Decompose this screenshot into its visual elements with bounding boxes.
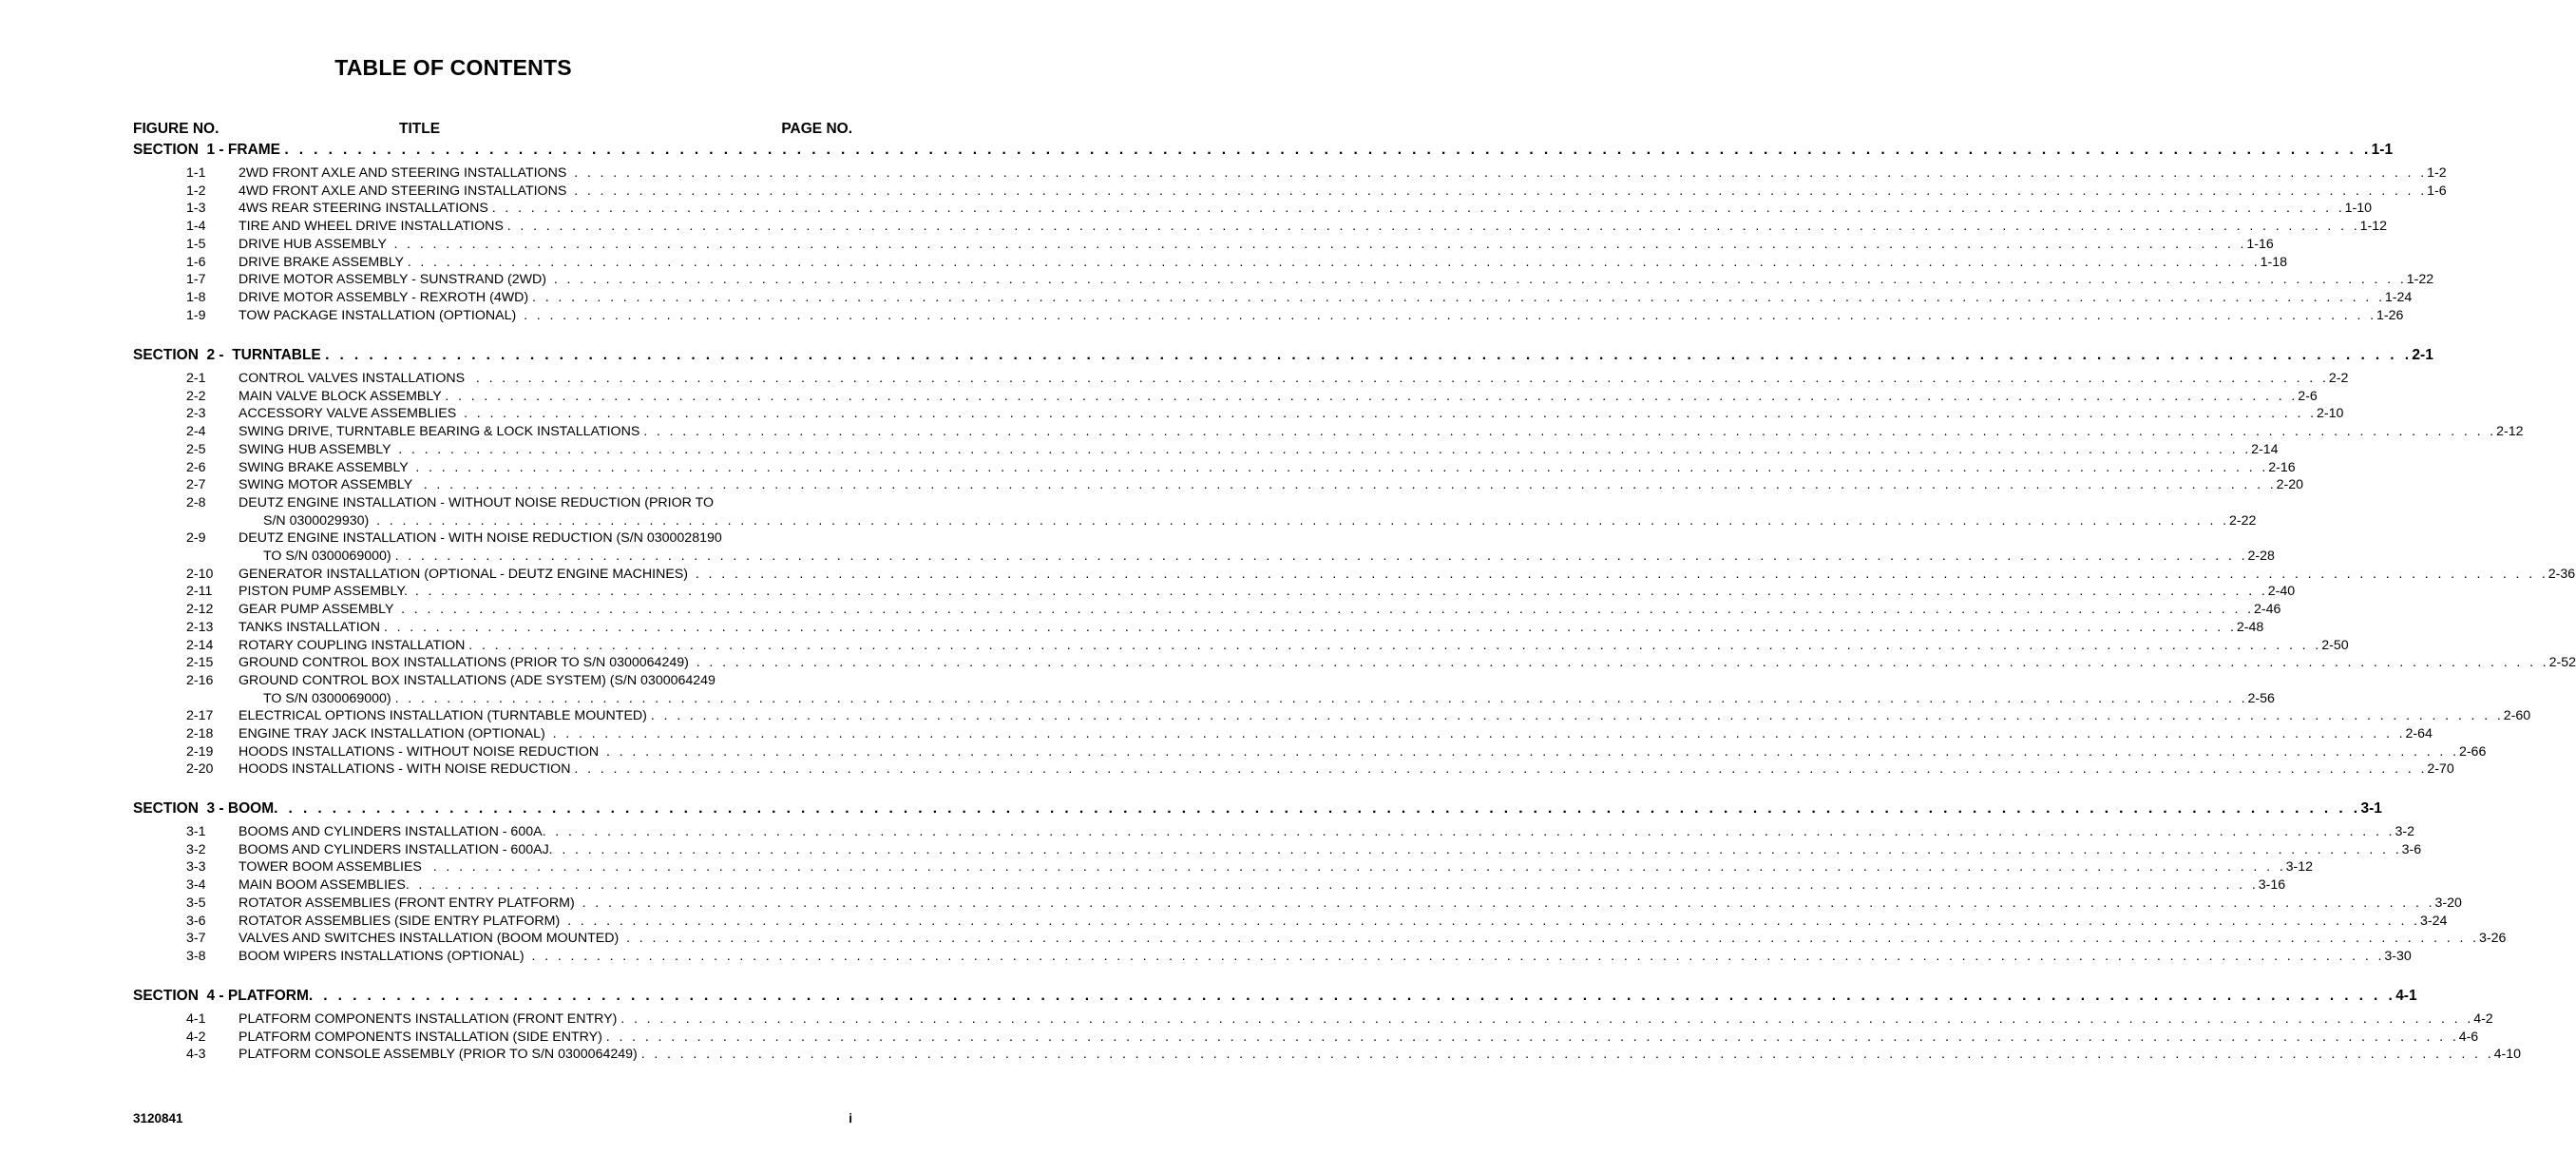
toc-entry: [133, 601, 2281, 619]
toc-entry: [133, 200, 2373, 218]
section-entries: [133, 823, 2507, 966]
figure-number: 1-9: [186, 307, 206, 323]
figure-number: 4-3: [186, 1047, 206, 1063]
entry-line: [263, 690, 2275, 708]
dot-leader: . . . . . . . . . . . . . . . . . . . . . . . . . . . . . . . . . . . . . . . . . . . . . . . . . . . . . . . . . . . . . . . . . . . . . . . . . . . . . . . . . . . . . . . . . . . . . . . . . . . . . . . . . . . . . . . . . . . . . . . . . . . . . . . . . . . . . . . . . . . . . . .: [524, 307, 2376, 323]
entry-line: [239, 423, 2524, 441]
entry-page-number: 2-6: [2298, 388, 2318, 404]
entry-line: [239, 200, 2373, 218]
figure-number: 4-1: [186, 1011, 206, 1027]
entry-line: [239, 654, 2576, 672]
entry-page-number: 2-64: [2405, 726, 2433, 742]
dot-leader: . . . . . . . . . . . . . . . . . . . . . . . . . . . . . . . . . . . . . . . . . . . . . . . . . . . . . . . . . . . . . . . . . . . . . . . . . . . . . . . . . . . . . . . . . . . . . . . . . . . . . . . . . . . . . . . . . . . . . . . . . . . . . . . . . . . . . . . . . . . . . . .: [640, 1047, 2494, 1063]
dot-leader: . . . . . . . . . . . . . . . . . . . . . . . . . . . . . . . . . . . . . . . . . . . . . . . . . . . . . . . . . . . . . . . . . . . . . . . . . . . . . . . . . . . . . . . . . . . . . . . . . . . . . . . . . . . . . . . . . . . . . . . . . . . . . . . . . . . . . . . . . . . . . . .: [626, 931, 2479, 947]
entry-page-number: 2-40: [2267, 584, 2296, 600]
entry-page-number: 1-16: [2246, 236, 2274, 252]
entry-title: ELECTRICAL OPTIONS INSTALLATION (TURNTABLE MOUNTED): [239, 708, 651, 724]
figure-no-header: FIGURE NO.: [133, 121, 219, 137]
entry-page-number: 3-30: [2384, 948, 2412, 964]
entry-title: DEUTZ ENGINE INSTALLATION - WITHOUT NOISE REDUCTION (PRIOR TO: [239, 494, 715, 510]
dot-leader: . . . . . . . . . . . . . . . . . . . . . . . . . . . . . . . . . . . . . . . . . . . . . . . . . . . . . . . . . . . . . . . . . . . . . . . . . . . . . . . . . . . . . . . . . . . . . . . . . . . . . . . . . . . . . . . . . . . . . . . . . . . . . . . . . . . . . . . . . . . . . . .: [394, 690, 2248, 706]
entry-line: [239, 271, 2434, 289]
section-title: SECTION 1 - FRAME: [133, 142, 285, 158]
dot-leader: . . . . . . . . . . . . . . . . . . . . . . . . . . . . . . . . . . . . . . . . . . . . . . . . . . . . . . . . . . . . . . . . . . . . . . . . . . . . . . . . . . . . . . . . . . . . . . . . . . . . . . . . . . . . . . . . . . . . . . . . . . . . . . . . . . . . . . . . . . . . . . .: [284, 142, 2372, 158]
dot-leader: . . . . . . . . . . . . . . . . . . . . . . . . . . . . . . . . . . . . . . . . . . . . . . . . . . . . . . . . . . . . . . . . . . . . . . . . . . . . . . . . . . . . . . . . . . . . . . . . . . . . . . . . . . . . . . . . . . . . . . . . . . . . . . . . . . . . . . . . . . . . . . .: [574, 183, 2428, 199]
section-entries: [133, 1010, 2521, 1064]
figure-number: 1-3: [186, 201, 206, 217]
toc-entry: [133, 1010, 2493, 1029]
toc-entry: [133, 183, 2447, 201]
page-title: TABLE OF CONTENTS: [334, 55, 572, 80]
document-number: 3120841: [133, 1111, 183, 1126]
figure-number: 2-16: [186, 672, 214, 688]
dot-leader: . . . . . . . . . . . . . . . . . . . . . . . . . . . . . . . . . . . . . . . . . . . . . . . . . . . . . . . . . . . . . . . . . . . . . . . . . . . . . . . . . . . . . . . . . . . . . . . . . . . . . . . . . . . . . . . . . . . . . . . . . . . . . . . . . . . . . . . . . . . . . . .: [432, 859, 2286, 876]
dot-leader: . . . . . . . . . . . . . . . . . . . . . . . . . . . . . . . . . . . . . . . . . . . . . . . . . . . . . . . . . . . . . . . . . . . . . . . . . . . . . . . . . . . . . . . . . . . . . . . . . . . . . . . . . . . . . . . . . . . . . . . . . . . . . . . . . . . . . . . . . . . . . . .: [531, 948, 2385, 964]
entry-line: [239, 370, 2349, 388]
entry-page-number: 2-20: [2276, 477, 2304, 493]
section-entries: [133, 164, 2447, 324]
entry-page-number: 1-10: [2344, 201, 2373, 217]
entry-page-number: 1-2: [2427, 165, 2447, 181]
dot-leader: . . . . . . . . . . . . . . . . . . . . . . . . . . . . . . . . . . . . . . . . . . . . . . . . . . . . . . . . . . . . . . . . . . . . . . . . . . . . . . . . . . . . . . . . . . . . . . . . . . . . . . . . . . . . . . . . . . . . . . . . . . . . . . . . . . . . . . . . . . . . . . .: [415, 459, 2269, 475]
entry-page-number: 4-10: [2493, 1047, 2521, 1063]
entry-title: TANKS INSTALLATION: [239, 619, 384, 635]
toc-entry: [133, 388, 2318, 406]
toc-section: [133, 141, 2447, 324]
entry-line: [239, 743, 2487, 761]
figure-number: 2-12: [186, 602, 214, 618]
dot-leader: . . . . . . . . . . . . . . . . . . . . . . . . . . . . . . . . . . . . . . . . . . . . . . . . . . . . . . . . . . . . . . . . . . . . . . . . . . . . . . . . . . . . . . . . . . . . . . . . . . . . . . . . . . . . . . . . . . . . . . . . . . . . . . . . . . . . . . . . . . . . . . .: [491, 201, 2345, 217]
entry-title: 2WD FRONT AXLE AND STEERING INSTALLATIONS: [239, 165, 575, 181]
entry-line: [239, 858, 2314, 876]
toc-entry: [133, 654, 2576, 672]
figure-number: 3-2: [186, 841, 206, 857]
title-header: TITLE: [399, 121, 441, 137]
dot-leader: . . . . . . . . . . . . . . . . . . . . . . . . . . . . . . . . . . . . . . . . . . . . . . . . . . . . . . . . . . . . . . . . . . . . . . . . . . . . . . . . . . . . . . . . . . . . . . . . . . . . . . . . . . . . . . . . . . . . . . . . . . . . . . . . . . . . . . . . . . . . . . .: [548, 841, 2402, 857]
entry-title-continued: TO S/N 0300069000): [263, 690, 395, 706]
toc-entry: [133, 743, 2487, 761]
entry-line: [239, 566, 2576, 584]
entry-line: [239, 637, 2349, 655]
figure-number: 3-6: [186, 913, 206, 929]
figure-number: 2-5: [186, 441, 206, 457]
figure-number: 2-18: [186, 726, 214, 742]
entry-line: [239, 289, 2413, 307]
figure-number: 1-1: [186, 165, 206, 181]
figure-number: 2-7: [186, 477, 206, 493]
entry-page-number: 2-10: [2317, 406, 2344, 422]
entry-page-number: 2-46: [2254, 602, 2281, 618]
section-heading: [133, 141, 2394, 160]
toc-entry: [133, 823, 2414, 841]
entry-title: ROTATOR ASSEMBLIES (FRONT ENTRY PLATFORM): [239, 895, 582, 911]
entry-line: [239, 601, 2281, 619]
entry-page-number: 2-56: [2247, 690, 2275, 706]
column-headers: [133, 121, 852, 140]
entry-line: [263, 512, 2257, 530]
figure-number: 2-14: [186, 637, 214, 653]
toc-entry: [133, 529, 2275, 565]
section-heading: [133, 799, 2382, 818]
entry-title: PLATFORM CONSOLE ASSEMBLY (PRIOR TO S/N 0300064249): [239, 1047, 641, 1063]
figure-number: 3-3: [186, 859, 206, 876]
toc-entry: [133, 164, 2447, 183]
entry-page-number: 2-28: [2247, 549, 2275, 565]
figure-number: 4-2: [186, 1029, 206, 1045]
entry-line: [239, 619, 2264, 637]
figure-number: 1-4: [186, 219, 206, 235]
toc-entry: [133, 289, 2413, 307]
entry-title: SWING BRAKE ASSEMBLY: [239, 459, 416, 475]
dot-leader: . . . . . . . . . . . . . . . . . . . . . . . . . . . . . . . . . . . . . . . . . . . . . . . . . . . . . . . . . . . . . . . . . . . . . . . . . . . . . . . . . . . . . . . . . . . . . . . . . . . . . . . . . . . . . . . . . . . . . . . . . . . . . . . . . . . . . . . . . . . . . . .: [274, 800, 2361, 817]
figure-number: 2-2: [186, 388, 206, 404]
entry-title: TOW PACKAGE INSTALLATION (OPTIONAL): [239, 307, 525, 323]
toc-entry: [133, 218, 2388, 236]
entry-line: [239, 760, 2454, 779]
entry-page-number: 3-26: [2478, 931, 2507, 947]
dot-leader: . . . . . . . . . . . . . . . . . . . . . . . . . . . . . . . . . . . . . . . . . . . . . . . . . . . . . . . . . . . . . . . . . . . . . . . . . . . . . . . . . . . . . . . . . . . . . . . . . . . . . . . . . . . . . . . . . . . . . . . . . . . . . . . . . . . . . . . . . . . . . . .: [643, 424, 2497, 440]
entry-page-number: 2-66: [2458, 743, 2487, 760]
entry-page-number: 1-24: [2384, 289, 2413, 305]
entry-page-number: 3-24: [2420, 913, 2448, 929]
entry-title: MAIN VALVE BLOCK ASSEMBLY: [239, 388, 446, 404]
dot-leader: . . . . . . . . . . . . . . . . . . . . . . . . . . . . . . . . . . . . . . . . . . . . . . . . . . . . . . . . . . . . . . . . . . . . . . . . . . . . . . . . . . . . . . . . . . . . . . . . . . . . . . . . . . . . . . . . . . . . . . . . . . . . . . . . . . . . . . . . . . . . . . .: [542, 824, 2395, 839]
entry-title: ACCESSORY VALVE ASSEMBLIES: [239, 406, 465, 422]
toc-section: [133, 987, 2521, 1064]
toc-entry: [133, 725, 2433, 743]
entry-title: VALVES AND SWITCHES INSTALLATION (BOOM MOUNTED): [239, 931, 627, 947]
entry-line: [239, 405, 2344, 423]
toc-entry: [133, 760, 2454, 779]
dot-leader: . . . . . . . . . . . . . . . . . . . . . . . . . . . . . . . . . . . . . . . . . . . . . . . . . . . . . . . . . . . . . . . . . . . . . . . . . . . . . . . . . . . . . . . . . . . . . . . . . . . . . . . . . . . . . . . . . . . . . . . . . . . . . . . . . . . . . . . . . . . . . . .: [605, 1029, 2459, 1045]
entry-line: [239, 388, 2318, 406]
entry-title: 4WD FRONT AXLE AND STEERING INSTALLATIONS: [239, 183, 575, 199]
entry-line: [239, 583, 2296, 601]
entry-page-number: 3-20: [2434, 895, 2462, 911]
figure-number: 1-8: [186, 289, 206, 305]
toc-entry: [133, 236, 2274, 254]
entry-title: PLATFORM COMPONENTS INSTALLATION (FRONT ENTRY): [239, 1011, 621, 1027]
toc-entry: [133, 423, 2524, 441]
entry-title: SWING MOTOR ASSEMBLY: [239, 477, 424, 493]
dot-leader: . . . . . . . . . . . . . . . . . . . . . . . . . . . . . . . . . . . . . . . . . . . . . . . . . . . . . . . . . . . . . . . . . . . . . . . . . . . . . . . . . . . . . . . . . . . . . . . . . . . . . . . . . . . . . . . . . . . . . . . . . . . . . . . . . . . . . . . . . . . . . . .: [394, 549, 2248, 565]
entry-title: BOOMS AND CYLINDERS INSTALLATION - 600A: [239, 824, 543, 839]
dot-leader: . . . . . . . . . . . . . . . . . . . . . . . . . . . . . . . . . . . . . . . . . . . . . . . . . . . . . . . . . . . . . . . . . . . . . . . . . . . . . . . . . . . . . . . . . . . . . . . . . . . . . . . . . . . . . . . . . . . . . . . . . . . . . . . . . . . . . . . . . . . . . . .: [650, 708, 2504, 724]
entry-title: MAIN BOOM ASSEMBLIES: [239, 877, 406, 894]
entry-title: DRIVE MOTOR ASSEMBLY - SUNSTRAND (2WD): [239, 272, 554, 288]
figure-number: 2-8: [186, 494, 206, 510]
dot-leader: . . . . . . . . . . . . . . . . . . . . . . . . . . . . . . . . . . . . . . . . . . . . . . . . . . . . . . . . . . . . . . . . . . . . . . . . . . . . . . . . . . . . . . . . . . . . . . . . . . . . . . . . . . . . . . . . . . . . . . . . . . . . . . . . . . . . . . . . . . . . . . .: [414, 584, 2268, 600]
section-title: SECTION 3 - BOOM: [133, 800, 275, 817]
entry-title: SWING DRIVE, TURNTABLE BEARING & LOCK INSTALLATIONS: [239, 424, 644, 440]
toc-entry: [133, 1046, 2521, 1064]
figure-number: 3-5: [186, 895, 206, 911]
figure-number: 2-15: [186, 655, 214, 671]
entry-title: DEUTZ ENGINE INSTALLATION - WITH NOISE REDUCTION (S/N 0300028190: [239, 530, 722, 547]
figure-number: 2-3: [186, 406, 206, 422]
section-page-number: 3-1: [2360, 800, 2382, 817]
dot-leader: . . . . . . . . . . . . . . . . . . . . . . . . . . . . . . . . . . . . . . . . . . . . . . . . . . . . . . . . . . . . . . . . . . . . . . . . . . . . . . . . . . . . . . . . . . . . . . . . . . . . . . . . . . . . . . . . . . . . . . . . . . . . . . . . . . . . . . . . . . . . . . .: [506, 219, 2360, 235]
entry-page-number: 4-6: [2458, 1029, 2479, 1045]
entry-title: PLATFORM COMPONENTS INSTALLATION (SIDE ENTRY): [239, 1029, 606, 1045]
entry-title: ROTARY COUPLING INSTALLATION: [239, 637, 469, 653]
toc-entry: [133, 271, 2434, 289]
toc-entry: [133, 948, 2412, 966]
dot-leader: . . . . . . . . . . . . . . . . . . . . . . . . . . . . . . . . . . . . . . . . . . . . . . . . . . . . . . . . . . . . . . . . . . . . . . . . . . . . . . . . . . . . . . . . . . . . . . . . . . . . . . . . . . . . . . . . . . . . . . . . . . . . . . . . . . . . . . . . . . . . . . .: [376, 512, 2230, 529]
entry-line: [239, 1010, 2493, 1029]
toc-entry: [133, 637, 2349, 655]
toc-entry: [133, 459, 2296, 477]
toc-entry: [133, 583, 2296, 601]
toc-entry: [133, 841, 2422, 859]
figure-number: 2-13: [186, 619, 214, 635]
dot-leader: . . . . . . . . . . . . . . . . . . . . . . . . . . . . . . . . . . . . . . . . . . . . . . . . . . . . . . . . . . . . . . . . . . . . . . . . . . . . . . . . . . . . . . . . . . . . . . . . . . . . . . . . . . . . . . . . . . . . . . . . . . . . . . . . . . . . . . . . . . . . . . .: [696, 655, 2549, 671]
toc-entry: [133, 566, 2576, 584]
entry-page-number: 3-2: [2395, 824, 2414, 839]
dot-leader: . . . . . . . . . . . . . . . . . . . . . . . . . . . . . . . . . . . . . . . . . . . . . . . . . . . . . . . . . . . . . . . . . . . . . . . . . . . . . . . . . . . . . . . . . . . . . . . . . . . . . . . . . . . . . . . . . . . . . . . . . . . . . . . . . . . . . . . . . . . . . . .: [567, 913, 2420, 929]
entry-line: [239, 254, 2287, 272]
figure-number: 2-17: [186, 708, 214, 724]
dot-leader: . . . . . . . . . . . . . . . . . . . . . . . . . . . . . . . . . . . . . . . . . . . . . . . . . . . . . . . . . . . . . . . . . . . . . . . . . . . . . . . . . . . . . . . . . . . . . . . . . . . . . . . . . . . . . . . . . . . . . . . . . . . . . . . . . . . . . . . . . . . . . . .: [445, 388, 2299, 404]
entry-title: BOOMS AND CYLINDERS INSTALLATION - 600AJ: [239, 841, 549, 857]
dot-leader: . . . . . . . . . . . . . . . . . . . . . . . . . . . . . . . . . . . . . . . . . . . . . . . . . . . . . . . . . . . . . . . . . . . . . . . . . . . . . . . . . . . . . . . . . . . . . . . . . . . . . . . . . . . . . . . . . . . . . . . . . . . . . . . . . . . . . . . . . . . . . . .: [475, 371, 2329, 386]
toc-entry: [133, 370, 2349, 388]
toc-entry: [133, 672, 2275, 707]
toc-entry: [133, 619, 2264, 637]
section-entries: [133, 370, 2576, 779]
section-page-number: 2-1: [2412, 347, 2433, 363]
entry-title: GENERATOR INSTALLATION (OPTIONAL - DEUTZ ENGINE MACHINES): [239, 566, 696, 582]
entry-title: GEAR PUMP ASSEMBLY: [239, 602, 402, 618]
dot-leader: . . . . . . . . . . . . . . . . . . . . . . . . . . . . . . . . . . . . . . . . . . . . . . . . . . . . . . . . . . . . . . . . . . . . . . . . . . . . . . . . . . . . . . . . . . . . . . . . . . . . . . . . . . . . . . . . . . . . . . . . . . . . . . . . . . . . . . . . . . . . . . .: [308, 988, 2396, 1004]
entry-page-number: 1-26: [2376, 307, 2404, 323]
section-page-number: 4-1: [2395, 988, 2417, 1004]
entry-page-number: 1-18: [2260, 254, 2287, 270]
entry-page-number: 1-22: [2406, 272, 2434, 288]
section-page-number: 1-1: [2371, 142, 2394, 158]
dot-leader: . . . . . . . . . . . . . . . . . . . . . . . . . . . . . . . . . . . . . . . . . . . . . . . . . . . . . . . . . . . . . . . . . . . . . . . . . . . . . . . . . . . . . . . . . . . . . . . . . . . . . . . . . . . . . . . . . . . . . . . . . . . . . . . . . . . . . . . . . . . . . . .: [582, 895, 2435, 911]
section-title: SECTION 2 - TURNTABLE: [133, 347, 326, 363]
entry-line: [239, 1029, 2479, 1047]
figure-number: 1-5: [186, 236, 206, 252]
entry-title: DRIVE HUB ASSEMBLY: [239, 236, 394, 252]
dot-leader: . . . . . . . . . . . . . . . . . . . . . . . . . . . . . . . . . . . . . . . . . . . . . . . . . . . . . . . . . . . . . . . . . . . . . . . . . . . . . . . . . . . . . . . . . . . . . . . . . . . . . . . . . . . . . . . . . . . . . . . . . . . . . . . . . . . . . . . . . . . . . . .: [574, 165, 2428, 181]
entry-page-number: 2-12: [2496, 424, 2524, 440]
dot-leader: . . . . . . . . . . . . . . . . . . . . . . . . . . . . . . . . . . . . . . . . . . . . . . . . . . . . . . . . . . . . . . . . . . . . . . . . . . . . . . . . . . . . . . . . . . . . . . . . . . . . . . . . . . . . . . . . . . . . . . . . . . . . . . . . . . . . . . . . . . . . . . .: [574, 761, 2428, 778]
entry-page-number: 2-16: [2268, 459, 2296, 475]
entry-title: ENGINE TRAY JACK INSTALLATION (OPTIONAL): [239, 726, 553, 742]
toc-entry: [133, 476, 2304, 494]
toc-section: [133, 346, 2576, 779]
entry-title: SWING HUB ASSEMBLY: [239, 441, 399, 457]
entry-title: BOOM WIPERS INSTALLATIONS (OPTIONAL): [239, 948, 532, 964]
entry-title: TIRE AND WHEEL DRIVE INSTALLATIONS: [239, 219, 507, 235]
entry-page-number: 2-36: [2547, 566, 2576, 582]
entry-page-number: 3-16: [2258, 877, 2286, 894]
entry-line: [239, 236, 2274, 254]
entry-page-number: 1-6: [2427, 183, 2447, 199]
entry-line: [239, 1046, 2521, 1064]
toc-entry: [133, 858, 2314, 876]
dot-leader: . . . . . . . . . . . . . . . . . . . . . . . . . . . . . . . . . . . . . . . . . . . . . . . . . . . . . . . . . . . . . . . . . . . . . . . . . . . . . . . . . . . . . . . . . . . . . . . . . . . . . . . . . . . . . . . . . . . . . . . . . . . . . . . . . . . . . . . . . . . . . . .: [405, 877, 2259, 894]
entry-page-number: 1-12: [2359, 219, 2388, 235]
dot-leader: . . . . . . . . . . . . . . . . . . . . . . . . . . . . . . . . . . . . . . . . . . . . . . . . . . . . . . . . . . . . . . . . . . . . . . . . . . . . . . . . . . . . . . . . . . . . . . . . . . . . . . . . . . . . . . . . . . . . . . . . . . . . . . . . . . . . . . . . . . . . . . .: [695, 566, 2548, 582]
entry-page-number: 2-22: [2229, 512, 2257, 529]
toc-entry: [133, 1029, 2479, 1047]
dot-leader: . . . . . . . . . . . . . . . . . . . . . . . . . . . . . . . . . . . . . . . . . . . . . . . . . . . . . . . . . . . . . . . . . . . . . . . . . . . . . . . . . . . . . . . . . . . . . . . . . . . . . . . . . . . . . . . . . . . . . . . . . . . . . . . . . . . . . . . . . . . . . . .: [606, 743, 2459, 760]
toc-entry: [133, 930, 2507, 948]
section-title: SECTION 4 - PLATFORM: [133, 988, 309, 1004]
entry-title: GROUND CONTROL BOX INSTALLATIONS (ADE SYSTEM) (S/N 0300064249: [239, 672, 716, 688]
entry-line: [239, 476, 2304, 494]
entry-line: [239, 725, 2433, 743]
page-no-header: PAGE NO.: [781, 121, 852, 137]
figure-number: 2-4: [186, 424, 206, 440]
figure-number: 3-4: [186, 877, 206, 894]
figure-number: 2-10: [186, 566, 214, 582]
entry-title: ROTATOR ASSEMBLIES (SIDE ENTRY PLATFORM): [239, 913, 568, 929]
entry-line: [239, 841, 2422, 859]
toc-entry: [133, 307, 2404, 325]
dot-leader: . . . . . . . . . . . . . . . . . . . . . . . . . . . . . . . . . . . . . . . . . . . . . . . . . . . . . . . . . . . . . . . . . . . . . . . . . . . . . . . . . . . . . . . . . . . . . . . . . . . . . . . . . . . . . . . . . . . . . . . . . . . . . . . . . . . . . . . . . . . . . . .: [552, 726, 2406, 742]
dot-leader: . . . . . . . . . . . . . . . . . . . . . . . . . . . . . . . . . . . . . . . . . . . . . . . . . . . . . . . . . . . . . . . . . . . . . . . . . . . . . . . . . . . . . . . . . . . . . . . . . . . . . . . . . . . . . . . . . . . . . . . . . . . . . . . . . . . . . . . . . . . . . . .: [401, 602, 2255, 618]
toc-entry: [133, 913, 2448, 931]
entry-title: DRIVE BRAKE ASSEMBLY: [239, 254, 408, 270]
figure-number: 1-6: [186, 254, 206, 270]
entry-title: CONTROL VALVES INSTALLATIONS: [239, 371, 476, 386]
figure-number: 2-6: [186, 459, 206, 475]
entry-line: [239, 164, 2447, 183]
figure-number: 1-7: [186, 272, 206, 288]
figure-number: 3-8: [186, 948, 206, 964]
dot-leader: . . . . . . . . . . . . . . . . . . . . . . . . . . . . . . . . . . . . . . . . . . . . . . . . . . . . . . . . . . . . . . . . . . . . . . . . . . . . . . . . . . . . . . . . . . . . . . . . . . . . . . . . . . . . . . . . . . . . . . . . . . . . . . . . . . . . . . . . . . . . . . .: [383, 619, 2237, 635]
dot-leader: . . . . . . . . . . . . . . . . . . . . . . . . . . . . . . . . . . . . . . . . . . . . . . . . . . . . . . . . . . . . . . . . . . . . . . . . . . . . . . . . . . . . . . . . . . . . . . . . . . . . . . . . . . . . . . . . . . . . . . . . . . . . . . . . . . . . . . . . . . . . . . .: [468, 637, 2322, 653]
figure-number: 2-1: [186, 371, 206, 386]
toc-entry: [133, 895, 2462, 913]
figure-number: 2-19: [186, 743, 214, 760]
entry-line: [239, 183, 2447, 201]
dot-leader: . . . . . . . . . . . . . . . . . . . . . . . . . . . . . . . . . . . . . . . . . . . . . . . . . . . . . . . . . . . . . . . . . . . . . . . . . . . . . . . . . . . . . . . . . . . . . . . . . . . . . . . . . . . . . . . . . . . . . . . . . . . . . . . . . . . . . . . . . . . . . . .: [407, 254, 2261, 270]
dot-leader: . . . . . . . . . . . . . . . . . . . . . . . . . . . . . . . . . . . . . . . . . . . . . . . . . . . . . . . . . . . . . . . . . . . . . . . . . . . . . . . . . . . . . . . . . . . . . . . . . . . . . . . . . . . . . . . . . . . . . . . . . . . . . . . . . . . . . . . . . . . . . . .: [532, 289, 2385, 305]
entry-title: 4WS REAR STEERING INSTALLATIONS: [239, 201, 492, 217]
entry-title-continued: TO S/N 0300069000): [263, 549, 395, 565]
entry-page-number: 2-70: [2427, 761, 2454, 778]
figure-number: 2-9: [186, 530, 206, 547]
entry-page-number: 2-48: [2236, 619, 2264, 635]
dot-leader: . . . . . . . . . . . . . . . . . . . . . . . . . . . . . . . . . . . . . . . . . . . . . . . . . . . . . . . . . . . . . . . . . . . . . . . . . . . . . . . . . . . . . . . . . . . . . . . . . . . . . . . . . . . . . . . . . . . . . . . . . . . . . . . . . . . . . . . . . . . . . . .: [553, 272, 2407, 288]
toc-section: [133, 799, 2507, 966]
section-heading: [133, 346, 2433, 365]
figure-number: 2-20: [186, 761, 214, 778]
entry-page-number: 2-60: [2503, 708, 2531, 724]
entry-title: HOODS INSTALLATIONS - WITH NOISE REDUCTION: [239, 761, 575, 778]
entry-page-number: 2-52: [2548, 655, 2576, 671]
entry-title: TOWER BOOM ASSEMBLIES: [239, 859, 433, 876]
entry-line: [239, 913, 2448, 931]
toc-entry: [133, 254, 2287, 272]
toc-entry: [133, 707, 2531, 725]
dot-leader: . . . . . . . . . . . . . . . . . . . . . . . . . . . . . . . . . . . . . . . . . . . . . . . . . . . . . . . . . . . . . . . . . . . . . . . . . . . . . . . . . . . . . . . . . . . . . . . . . . . . . . . . . . . . . . . . . . . . . . . . . . . . . . . . . . . . . . . . . . . . . . .: [464, 406, 2317, 422]
figure-number: 3-7: [186, 931, 206, 947]
entry-line: [239, 948, 2412, 966]
entry-title: GROUND CONTROL BOX INSTALLATIONS (PRIOR TO S/N 0300064249): [239, 655, 696, 671]
entry-page-number: 2-2: [2328, 371, 2349, 386]
dot-leader: . . . . . . . . . . . . . . . . . . . . . . . . . . . . . . . . . . . . . . . . . . . . . . . . . . . . . . . . . . . . . . . . . . . . . . . . . . . . . . . . . . . . . . . . . . . . . . . . . . . . . . . . . . . . . . . . . . . . . . . . . . . . . . . . . . . . . . . . . . . . . . .: [325, 347, 2413, 363]
dot-leader: . . . . . . . . . . . . . . . . . . . . . . . . . . . . . . . . . . . . . . . . . . . . . . . . . . . . . . . . . . . . . . . . . . . . . . . . . . . . . . . . . . . . . . . . . . . . . . . . . . . . . . . . . . . . . . . . . . . . . . . . . . . . . . . . . . . . . . . . . . . . . . .: [620, 1011, 2474, 1027]
entry-line: [239, 307, 2404, 325]
figure-number: 1-2: [186, 183, 206, 199]
entry-title: DRIVE MOTOR ASSEMBLY - REXROTH (4WD): [239, 289, 533, 305]
dot-leader: . . . . . . . . . . . . . . . . . . . . . . . . . . . . . . . . . . . . . . . . . . . . . . . . . . . . . . . . . . . . . . . . . . . . . . . . . . . . . . . . . . . . . . . . . . . . . . . . . . . . . . . . . . . . . . . . . . . . . . . . . . . . . . . . . . . . . . . . . . . . . . .: [423, 477, 2277, 493]
figure-number: 2-11: [186, 584, 213, 600]
entry-page-number: 2-50: [2321, 637, 2349, 653]
entry-page-number: 3-12: [2285, 859, 2314, 876]
toc-entry: [133, 405, 2344, 423]
entry-line: [239, 441, 2279, 459]
entry-page-number: 4-2: [2473, 1011, 2493, 1027]
entry-line: [263, 548, 2275, 566]
entry-page-number: 3-6: [2401, 841, 2422, 857]
toc-entry: [133, 494, 2257, 529]
toc-entry: [133, 876, 2286, 895]
entry-page-number: 2-14: [2251, 441, 2279, 457]
section-heading: [133, 987, 2417, 1006]
toc-entry: [133, 441, 2279, 459]
entry-line: [239, 707, 2531, 725]
entry-line: [239, 930, 2507, 948]
dot-leader: . . . . . . . . . . . . . . . . . . . . . . . . . . . . . . . . . . . . . . . . . . . . . . . . . . . . . . . . . . . . . . . . . . . . . . . . . . . . . . . . . . . . . . . . . . . . . . . . . . . . . . . . . . . . . . . . . . . . . . . . . . . . . . . . . . . . . . . . . . . . . . .: [398, 441, 2252, 457]
entry-line: [239, 876, 2286, 895]
entry-title: HOODS INSTALLATIONS - WITHOUT NOISE REDUCTION: [239, 743, 607, 760]
entry-title-continued: S/N 0300029930): [263, 512, 377, 529]
dot-leader: . . . . . . . . . . . . . . . . . . . . . . . . . . . . . . . . . . . . . . . . . . . . . . . . . . . . . . . . . . . . . . . . . . . . . . . . . . . . . . . . . . . . . . . . . . . . . . . . . . . . . . . . . . . . . . . . . . . . . . . . . . . . . . . . . . . . . . . . . . . . . . .: [393, 236, 2247, 252]
entry-line: [239, 218, 2388, 236]
entry-title: PISTON PUMP ASSEMBLY.: [239, 584, 415, 600]
figure-number: 3-1: [186, 824, 206, 839]
entry-line: [239, 459, 2296, 477]
entry-line: [239, 823, 2414, 841]
entry-line: [239, 895, 2462, 913]
page-number: i: [849, 1111, 852, 1126]
